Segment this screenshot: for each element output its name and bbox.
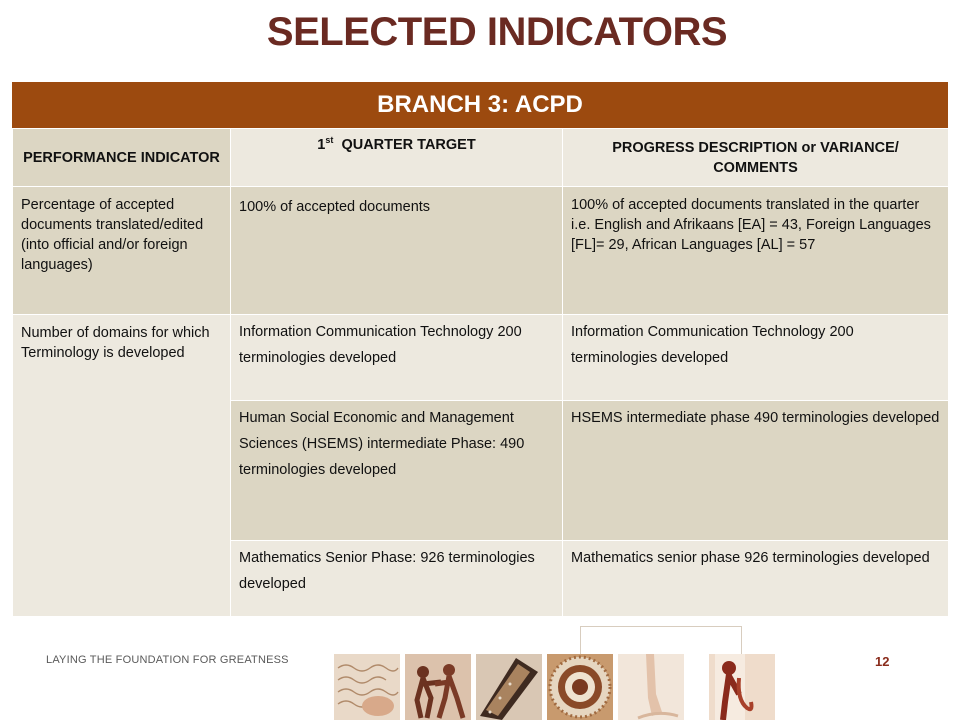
row2-target-b: Human Social Economic and Management Sciences (HSEMS) intermediate Phase: 490 terminologies developed — [231, 401, 563, 541]
dancers-photo — [405, 654, 471, 720]
row2-target-c: Mathematics Senior Phase: 926 terminologies developed — [231, 541, 563, 617]
footer-tagline: LAYING THE FOUNDATION FOR GREATNESS — [46, 654, 289, 666]
row1-indicator: Percentage of accepted documents translated/edited (into official and/or foreign languages) — [13, 187, 231, 315]
header-performance-indicator: PERFORMANCE INDICATOR — [13, 129, 231, 187]
branch-header: BRANCH 3: ACPD — [12, 82, 948, 128]
indicators-table — [12, 82, 948, 617]
table-header-row — [13, 129, 949, 187]
handwriting-photo — [334, 654, 400, 720]
film-strip-photo — [476, 654, 542, 720]
header-progress: PROGRESS DESCRIPTION or VARIANCE/ COMMENTS — [563, 129, 949, 187]
page-number: 12 — [875, 654, 890, 669]
beadwork-photo — [547, 654, 613, 720]
row1-target: 100% of accepted documents — [231, 187, 563, 315]
saxophone-player-photo — [709, 654, 775, 720]
indicators-grid — [12, 128, 949, 617]
slide-title: SELECTED INDICATORS — [266, 10, 728, 54]
header-target-suffix: QUARTER TARGET — [333, 137, 476, 153]
ballet-shoe-photo — [618, 654, 684, 720]
row2-progress-a: Information Communication Technology 200 terminologies developed — [563, 315, 949, 401]
table-row — [13, 315, 949, 401]
row1-progress: 100% of accepted documents translated in the quarter i.e. English and Afrikaans [EA] = 43, Foreign Languages [FL]= 29, African Languages [AL] = 57 — [563, 187, 949, 315]
header-target-sup: st — [325, 135, 334, 146]
header-quarter-target — [231, 129, 563, 187]
row2-target-a: Information Communication Technology 200 terminologies developed — [231, 315, 563, 401]
row2-progress-c: Mathematics senior phase 926 terminologies developed — [563, 541, 949, 617]
header-target-prefix: 1 — [317, 137, 326, 153]
row2-progress-b: HSEMS intermediate phase 490 terminologies developed — [563, 401, 949, 541]
table-row — [13, 187, 949, 315]
row2-indicator: Number of domains for which Terminology is developed — [13, 315, 231, 617]
